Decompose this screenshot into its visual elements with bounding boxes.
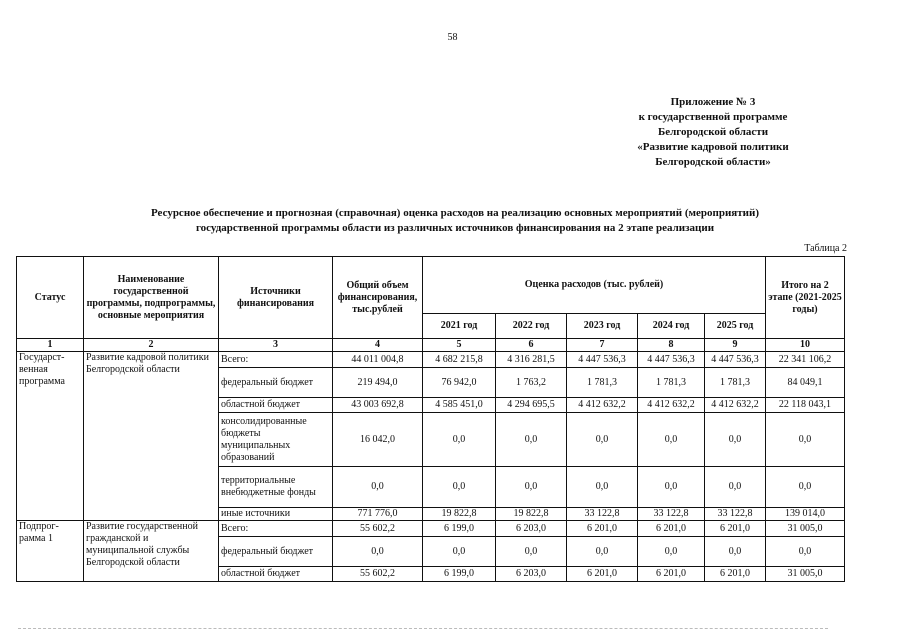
year-cell: 4 412 632,2 (705, 398, 766, 413)
column-number: 10 (766, 339, 845, 352)
year-cell: 0,0 (423, 467, 496, 508)
total-cell: 16 042,0 (333, 413, 423, 467)
table-row (17, 352, 845, 368)
year-cell: 4 447 536,3 (705, 352, 766, 368)
year-cell: 0,0 (423, 537, 496, 567)
itog-cell: 31 005,0 (766, 567, 845, 582)
year-cell: 0,0 (423, 413, 496, 467)
year-cell: 1 763,2 (496, 368, 567, 398)
itog-cell: 0,0 (766, 413, 845, 467)
year-cell: 4 412 632,2 (638, 398, 705, 413)
table-label: Таблица 2 (804, 243, 847, 254)
appendix-block (583, 95, 843, 170)
source-cell: областной бюджет (219, 567, 333, 582)
year-cell: 0,0 (567, 467, 638, 508)
year-cell: 6 201,0 (705, 567, 766, 582)
header-name: Наименование государственной программы, подпрограммы, основные мероприятия (84, 257, 219, 339)
appendix-line: к государственной программе (638, 111, 788, 123)
year-cell: 76 942,0 (423, 368, 496, 398)
column-number: 4 (333, 339, 423, 352)
header-year: 2023 год (567, 314, 638, 339)
header-year: 2025 год (705, 314, 766, 339)
status-cell: Подпрог-рамма 1 (17, 521, 84, 582)
table-row (17, 521, 845, 537)
document-title (60, 206, 850, 236)
header-year: 2022 год (496, 314, 567, 339)
total-cell: 219 494,0 (333, 368, 423, 398)
year-cell: 0,0 (638, 413, 705, 467)
itog-cell: 84 049,1 (766, 368, 845, 398)
appendix-line: «Развитие кадровой политики (637, 141, 789, 153)
itog-cell: 0,0 (766, 537, 845, 567)
itog-cell: 22 118 043,1 (766, 398, 845, 413)
header-total: Общий объем финансирования, тыс.рублей (333, 257, 423, 339)
title-line: Ресурсное обеспечение и прогнозная (справочная) оценка расходов на реализацию основных мероприятий (мероприятий) (150, 207, 759, 219)
year-cell: 0,0 (705, 467, 766, 508)
title-line: государственной программы области из различных источников финансирования на 2 этапе реализации (195, 222, 715, 234)
itog-cell: 0,0 (766, 467, 845, 508)
year-cell: 6 201,0 (705, 521, 766, 537)
total-cell: 55 602,2 (333, 567, 423, 582)
header-itog: Итого на 2 этапе (2021-2025 годы) (766, 257, 845, 339)
year-cell: 0,0 (496, 413, 567, 467)
year-cell: 4 585 451,0 (423, 398, 496, 413)
year-cell: 0,0 (638, 537, 705, 567)
column-number: 6 (496, 339, 567, 352)
year-cell: 6 203,0 (496, 567, 567, 582)
year-cell: 6 203,0 (496, 521, 567, 537)
header-estimate: Оценка расходов (тыс. рублей) (423, 257, 766, 314)
year-cell: 33 122,8 (567, 508, 638, 521)
year-cell: 0,0 (496, 537, 567, 567)
year-cell: 6 201,0 (567, 567, 638, 582)
itog-cell: 22 341 106,2 (766, 352, 845, 368)
total-cell: 0,0 (333, 537, 423, 567)
header-sources: Источники финансирования (219, 257, 333, 339)
column-number: 5 (423, 339, 496, 352)
column-number: 3 (219, 339, 333, 352)
program-name-cell: Развитие кадровой политики Белгородской области (84, 352, 219, 521)
source-cell: федеральный бюджет (219, 537, 333, 567)
year-cell: 19 822,8 (496, 508, 567, 521)
source-cell: Всего: (219, 352, 333, 368)
year-cell: 4 412 632,2 (567, 398, 638, 413)
year-cell: 6 199,0 (423, 567, 496, 582)
source-cell: консолидированные бюджеты муниципальных образований (219, 413, 333, 467)
column-number: 9 (705, 339, 766, 352)
header-year: 2021 год (423, 314, 496, 339)
year-cell: 33 122,8 (638, 508, 705, 521)
year-cell: 0,0 (567, 537, 638, 567)
year-cell: 4 316 281,5 (496, 352, 567, 368)
column-number: 2 (84, 339, 219, 352)
year-cell: 0,0 (705, 537, 766, 567)
year-cell: 4 294 695,5 (496, 398, 567, 413)
year-cell: 0,0 (638, 467, 705, 508)
year-cell: 0,0 (496, 467, 567, 508)
status-cell: Государст-венная программа (17, 352, 84, 521)
year-cell: 6 201,0 (567, 521, 638, 537)
column-number: 8 (638, 339, 705, 352)
header-year: 2024 год (638, 314, 705, 339)
year-cell: 1 781,3 (705, 368, 766, 398)
total-cell: 0,0 (333, 467, 423, 508)
appendix-line: Белгородской области (657, 126, 769, 138)
year-cell: 6 201,0 (638, 521, 705, 537)
year-cell: 19 822,8 (423, 508, 496, 521)
appendix-line: Белгородской области» (655, 156, 771, 168)
appendix-line: Приложение № 3 (670, 96, 756, 108)
year-cell: 1 781,3 (567, 368, 638, 398)
source-cell: территориальные внебюджетные фонды (219, 467, 333, 508)
year-cell: 4 447 536,3 (567, 352, 638, 368)
year-cell: 4 447 536,3 (638, 352, 705, 368)
header-status: Статус (17, 257, 84, 339)
source-cell: иные источники (219, 508, 333, 521)
year-cell: 6 199,0 (423, 521, 496, 537)
total-cell: 55 602,2 (333, 521, 423, 537)
resource-table (16, 256, 845, 582)
source-cell: Всего: (219, 521, 333, 537)
source-cell: областной бюджет (219, 398, 333, 413)
program-name-cell: Развитие государственной гражданской и муниципальной службы Белгородской области (84, 521, 219, 582)
page-divider (18, 628, 828, 630)
page-number: 58 (447, 32, 458, 43)
year-cell: 6 201,0 (638, 567, 705, 582)
year-cell: 33 122,8 (705, 508, 766, 521)
itog-cell: 31 005,0 (766, 521, 845, 537)
year-cell: 1 781,3 (638, 368, 705, 398)
year-cell: 4 682 215,8 (423, 352, 496, 368)
year-cell: 0,0 (705, 413, 766, 467)
year-cell: 0,0 (567, 413, 638, 467)
column-number: 1 (17, 339, 84, 352)
total-cell: 43 003 692,8 (333, 398, 423, 413)
source-cell: федеральный бюджет (219, 368, 333, 398)
column-number: 7 (567, 339, 638, 352)
total-cell: 44 011 004,8 (333, 352, 423, 368)
total-cell: 771 776,0 (333, 508, 423, 521)
itog-cell: 139 014,0 (766, 508, 845, 521)
